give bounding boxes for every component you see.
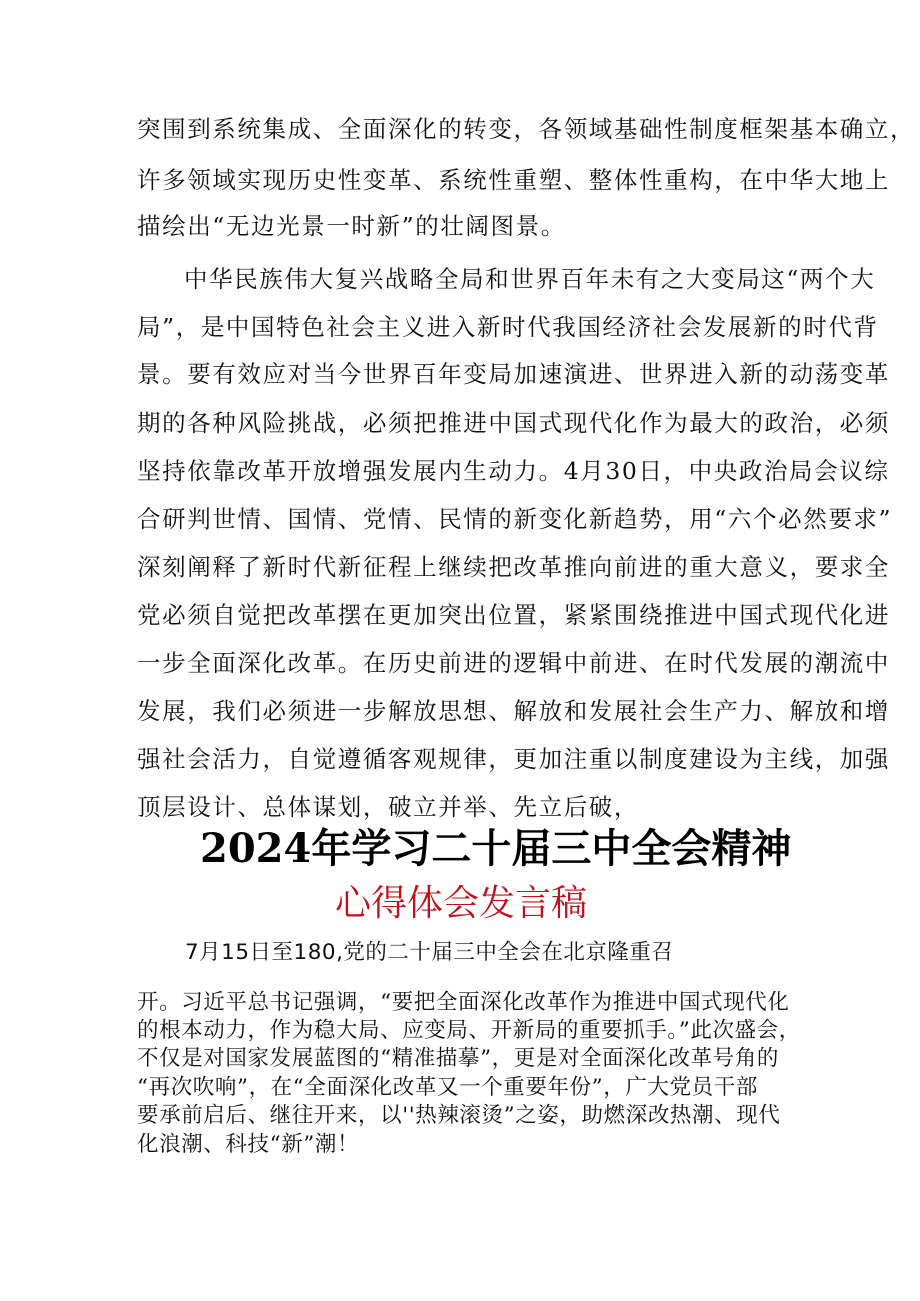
- text-line: 深刻阐释了新时代新征程上继续把改革推向前进的重大意义，要求全: [137, 553, 890, 581]
- text-line: 党必须自觉把改革摆在更加突出位置，紧紧围绕推进中国式现代化进: [137, 601, 890, 629]
- text-line: 7月15日至180,党的二十届三中全会在北京隆重召: [185, 940, 674, 965]
- text-line: 要承前启后、继往开来，以''热辣滚烫”之姿，助燃深改热潮、现代: [137, 1103, 781, 1128]
- text-line: 描绘出“无边光景一时新”的壮阔图景。: [137, 212, 566, 240]
- document-subtitle: 心得体会发言稿: [335, 883, 588, 924]
- text-line: 突围到系统集成、全面深化的转变，各领域基础性制度框架基本确立，: [137, 115, 916, 143]
- text-line: 期的各种风险挑战，必须把推进中国式现代化作为最大的政治，必须: [137, 409, 890, 437]
- text-line: 顶层设计、总体谋划，破立并举、先立后破，: [137, 793, 639, 821]
- text-line: 坚持依靠改革开放增强发展内生动力。4月30日，中央政治局会议综: [137, 457, 890, 485]
- text-line: “再次吹响”，在“全面深化改革又一个重要年份”，广大党员干部: [137, 1075, 758, 1100]
- text-line: 一步全面深化改革。在历史前进的逻辑中前进、在时代发展的潮流中: [137, 649, 890, 677]
- text-line: 许多领域实现历史性变革、系统性重塑、整体性重构，在中华大地上: [137, 166, 890, 194]
- text-line: 开。习近平总书记强调，“要把全面深化改革作为推进中国式现代化: [137, 990, 790, 1015]
- text-line: 的根本动力，作为稳大局、应变局、开新局的重要抓手。”此次盛会，: [137, 1018, 801, 1043]
- text-line: 发展，我们必须进一步解放思想、解放和发展社会生产力、解放和增: [137, 697, 890, 725]
- text-line: 中华民族伟大复兴战略全局和世界百年未有之大变局这“两个大: [184, 265, 876, 293]
- text-line: 强社会活力，自觉遵循客观规律，更加注重以制度建设为主线，加强: [137, 745, 890, 773]
- text-line: 局”，是中国特色社会主义进入新时代我国经济社会发展新的时代背: [137, 313, 879, 341]
- text-line: 景。要有效应对当今世界百年变局加速演进、世界进入新的动荡变革: [137, 360, 890, 388]
- text-line: 合研判世情、国情、党情、民情的新变化新趋势，用“六个必然要求”: [137, 505, 893, 533]
- text-line: 化浪潮、科技“新”潮！: [137, 1132, 360, 1157]
- document-title: 2024年学习二十届三中全会精神: [200, 825, 792, 872]
- text-line: 不仅是对国家发展蓝图的“精准描摹”，更是对全面深化改革号角的: [137, 1046, 779, 1071]
